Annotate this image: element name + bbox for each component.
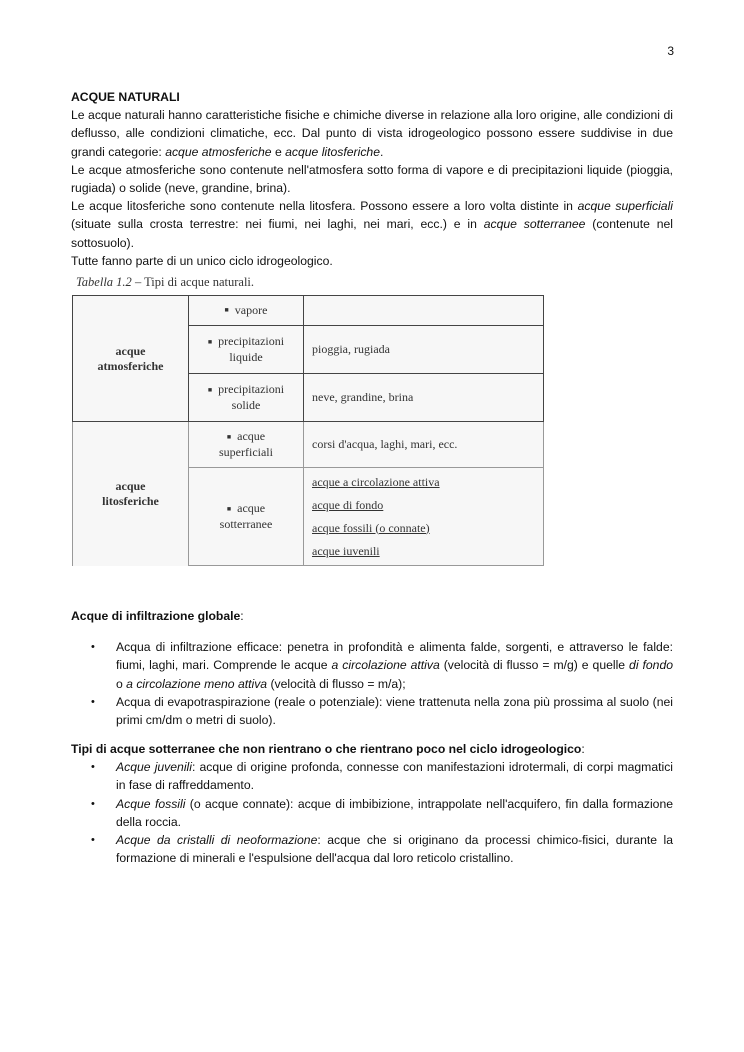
example-sotterranee [304,468,544,566]
list-item [71,795,673,831]
text: o [116,676,127,691]
example-precipitazioni-solide: neve, grandine, brina [304,374,544,422]
intro-paragraph-4: Tutte fanno parte di un unico ciclo idrogeologico. [71,253,333,268]
label: litosferiche [102,493,159,508]
table-caption [72,275,547,290]
text: . [379,144,384,159]
text: Acqua di evapotraspirazione (reale o potenziale): viene trattenuta nella zona più prossima al suolo (nei primi cm/dm o metri di suolo). [116,694,673,728]
label: precipitazioni [218,382,285,397]
square-bullet-icon: ■ [224,306,229,315]
term: Acque juvenili [116,760,192,775]
intro-section [71,88,673,270]
category-litosferiche [73,422,189,566]
label: acque [115,343,146,358]
label: acque [237,501,266,516]
section-title [71,607,673,625]
sotterranee-item: acque a circolazione attiva [312,474,440,489]
type-precipitazioni-solide [189,374,304,422]
bullet-icon: • [91,761,95,774]
term: Acque da cristalli di neoformazione [116,833,318,848]
section-heading: ACQUE NATURALI [71,90,180,104]
label: atmosferiche [97,358,164,373]
list-item [71,693,673,729]
bullet-icon: • [91,797,95,810]
section-title [71,740,673,758]
type-vapore [189,296,304,326]
label: precipitazioni [218,334,285,349]
term-superficiali: acque superficiali [577,199,673,214]
sotterranee-item: acque di fondo [312,497,384,512]
term-sotterranee: acque sotterranee [483,217,586,232]
title-text: Tipi di acque sotterranee che non rientrano o che rientrano poco nel ciclo idrogeologico [71,742,582,756]
water-types-table [72,295,544,566]
infiltrazione-section [71,607,673,729]
text: e [271,144,286,159]
water-types-table-figure [72,275,547,566]
bullet-icon: • [91,695,95,708]
example-superficiali: corsi d'acqua, laghi, mari, ecc. [304,422,544,468]
list-item [71,758,673,794]
type-superficiali [189,422,304,468]
text: (situate sulla crosta terrestre: nei fiumi, nei laghi, nei mari, ecc.) e in [71,217,484,232]
term-atmosferiche: acque atmosferiche [165,144,272,159]
term-litosferiche: acque litosferiche [285,144,380,159]
label: liquide [229,349,263,364]
page-number: 3 [667,44,674,58]
label: acque [237,429,266,444]
bullet-list [71,638,673,729]
text: (o acque connate): acque di imbibizione, intrappolate nell'acquifero, fin dalla formazione della roccia. [116,796,673,829]
bullet-icon: • [91,834,95,847]
term: a circolazione attiva [331,658,440,673]
term: di fondo [629,658,674,673]
intro-paragraph-1 [71,106,673,161]
type-sotterranee [189,468,304,566]
text: Acqua di infiltrazione efficace: penetra in profondità e alimenta falde, sorgenti, e attraverso le falde: fiumi, laghi, mari. Comprende le acque [116,640,673,673]
term: a circolazione meno attiva [126,676,268,691]
intro-paragraph-3 [71,197,673,252]
label: solide [231,397,261,412]
category-atmosferiche [73,296,189,422]
label: acque [115,478,146,493]
bullet-list [71,758,673,867]
sotterranee-item: acque fossili (o connate) [312,520,430,535]
term: Acque fossili [116,796,186,811]
sotterranee-item: acque iuvenili [312,543,380,558]
text: (velocità di flusso = m/a); [267,676,406,691]
text: (contenute nel sottosuolo). [71,217,673,250]
list-item [71,831,673,867]
bullet-icon: • [91,641,95,654]
example-vapore [304,296,544,326]
text: (velocità di flusso = m/g) e quelle [439,658,630,673]
text: Le acque litosferiche sono contenute nella litosfera. Possono essere a loro volta distinte in [71,199,578,214]
square-bullet-icon: ■ [226,504,232,513]
example-precipitazioni-liquide: pioggia, rugiada [304,326,544,374]
sotterranee-section [71,740,673,867]
label: superficiali [219,444,273,459]
label: sotterranee [219,516,273,531]
text: : acque di origine profonda, connesse con manifestazioni idrotermali, di corpi magmatici in fase di raffreddamento. [116,760,673,793]
label: vapore [234,302,268,317]
intro-paragraph-2: Le acque atmosferiche sono contenute nell'atmosfera sotto forma di vapore e di precipitazioni liquide (pioggia, rugiada) o solide (neve, grandine, brina). [71,162,673,196]
title-colon: : [581,742,585,756]
text: Le acque naturali hanno caratteristiche fisiche e chimiche diverse in relazione alla loro origine, alle condizioni di deflusso, alle condizioni climatiche, ecc. Dal punto di vista idrogeologico possono essere suddivise in due grandi categorie: [71,108,673,159]
title-text: Acque di infiltrazione globale [71,609,241,623]
text: : acque che si originano da processi chimico-fisici, durante la formazione di minerali e l'espulsione dell'acqua dal loro reticolo cristallino. [116,833,673,866]
type-precipitazioni-liquide [189,326,304,374]
square-bullet-icon: ■ [226,432,232,441]
square-bullet-icon: ■ [207,385,213,394]
square-bullet-icon: ■ [207,337,213,346]
caption-label: Tabella 1.2 [76,275,132,289]
caption-text: – Tipi di acque naturali. [131,275,255,289]
list-item [71,638,673,693]
title-colon: : [240,609,244,623]
